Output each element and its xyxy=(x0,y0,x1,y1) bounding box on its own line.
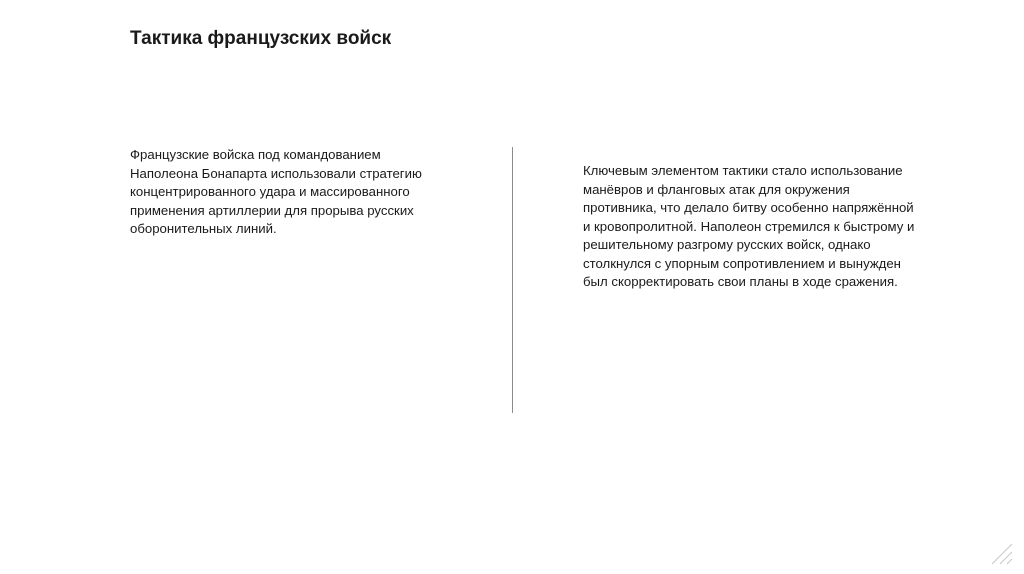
corner-resize-icon xyxy=(988,540,1014,566)
column-divider xyxy=(512,147,513,413)
left-column-text: Французские войска под командованием Наполеона Бонапарта использовали стратегию концентрированного удара и массированного применения артиллерии для прорыва русских оборонительных линий. xyxy=(130,147,422,236)
slide-title: Тактика французских войск xyxy=(130,28,392,49)
right-column-text: Ключевым элементом тактики стало использование манёвров и фланговых атак для окружения противника, что делало битву особенно напряжённой и кровопролитной. Наполеон стремился к быстрому и решительному разгрому русских войск, однако столкнулся с упорным сопротивлением и вынужден был скорректировать свои планы в ходе сражения. xyxy=(583,163,915,289)
